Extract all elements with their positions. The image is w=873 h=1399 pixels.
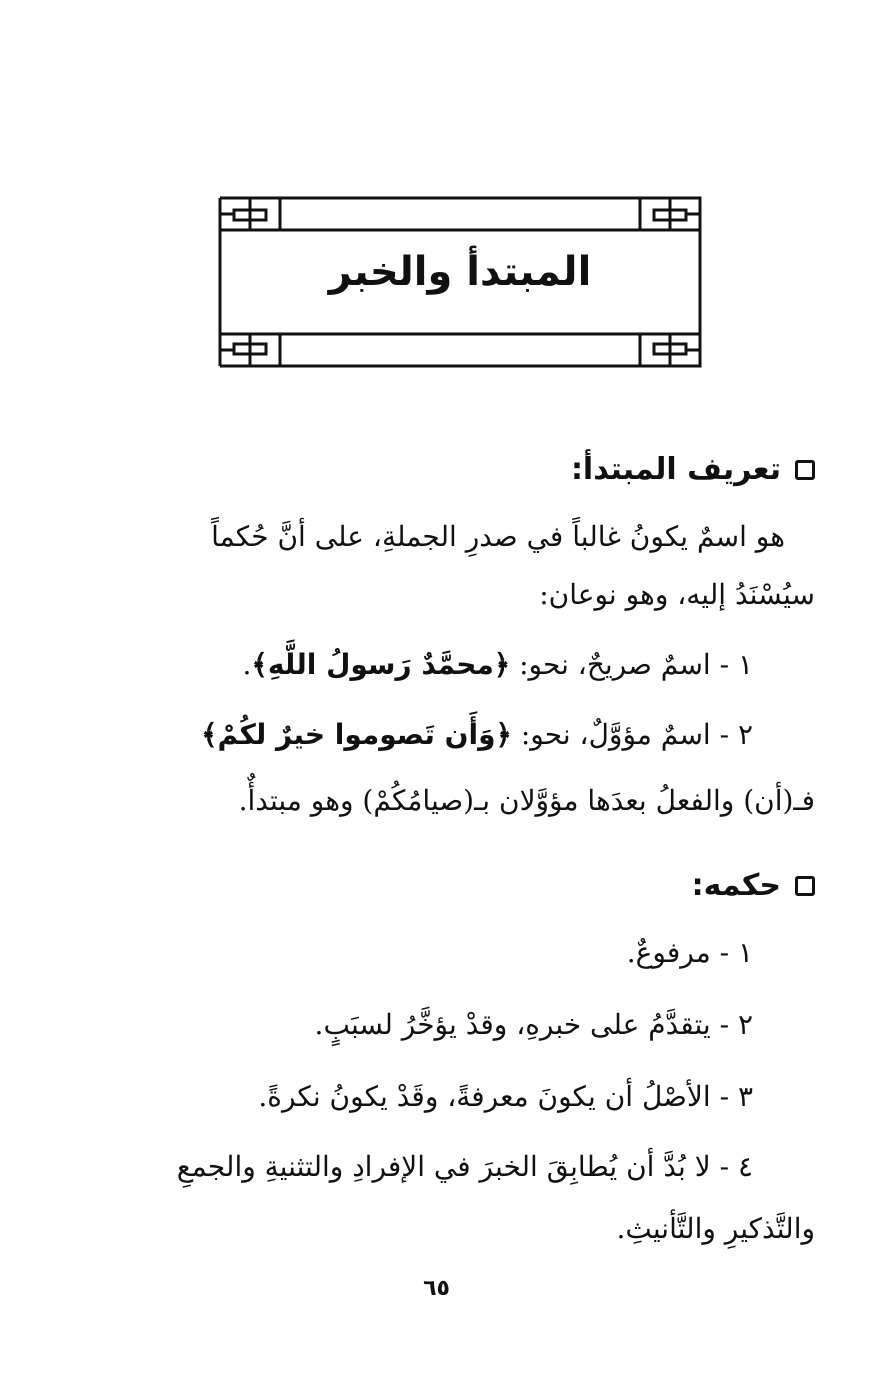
definition-item-2-continuation: فـ(أن) والفعلُ بعدَها مؤوَّلان بـ(صيامُكُمْ) وهو مبتدأٌ. (238, 784, 815, 817)
item-prefix: ٢ - اسمٌ مؤوَّلٌ، نحو: (520, 718, 753, 751)
ruling-item-4-line-1: ٤ - لا بُدَّ أن يُطابِقَ الخبرَ في الإفرادِ والتثنيةِ والجمعِ (176, 1150, 753, 1183)
ruling-item-1: ١ - مرفوعٌ. (626, 936, 753, 969)
item-prefix: ١ - اسمٌ صريحٌ، نحو: (519, 648, 753, 681)
item-suffix: . (242, 648, 252, 681)
section-heading-ruling (692, 868, 815, 903)
page-number: ٦٥ (423, 1276, 450, 1301)
quran-quote: ﴿وَأَن تَصوموا خيرٌ لكُمْ﴾ (201, 718, 512, 751)
heading-text: تعريف المبتدأ: (570, 452, 781, 487)
ruling-item-3: ٣ - الأصْلُ أن يكونَ معرفةً، وقَدْ يكونُ نكرةً. (258, 1080, 753, 1113)
section-heading-definition (571, 452, 815, 487)
definition-item-1 (243, 648, 754, 682)
ruling-item-4-line-2: والتَّذكيرِ والتَّأنيثِ. (616, 1212, 815, 1245)
heading-text: حكمه: (691, 868, 781, 903)
ruling-item-2: ٢ - يتقدَّمُ على خبرهِ، وقدْ يؤخَّرُ لسبَبٍ. (314, 1008, 753, 1041)
definition-item-2 (201, 718, 753, 752)
chapter-title: المبتدأ والخبر (328, 249, 592, 295)
quran-quote: ﴿محمَّدٌ رَسولُ اللَّهِ﴾ (251, 648, 511, 681)
title-frame (214, 190, 706, 374)
square-bullet-icon (795, 460, 815, 480)
definition-line-2: سيُسْنَدُ إليه، وهو نوعان: (539, 578, 815, 611)
square-bullet-icon (795, 876, 815, 896)
definition-line-1: هو اسمٌ يكونُ غالباً في صدرِ الجملةِ، على أنَّ حُكماً (211, 520, 785, 553)
